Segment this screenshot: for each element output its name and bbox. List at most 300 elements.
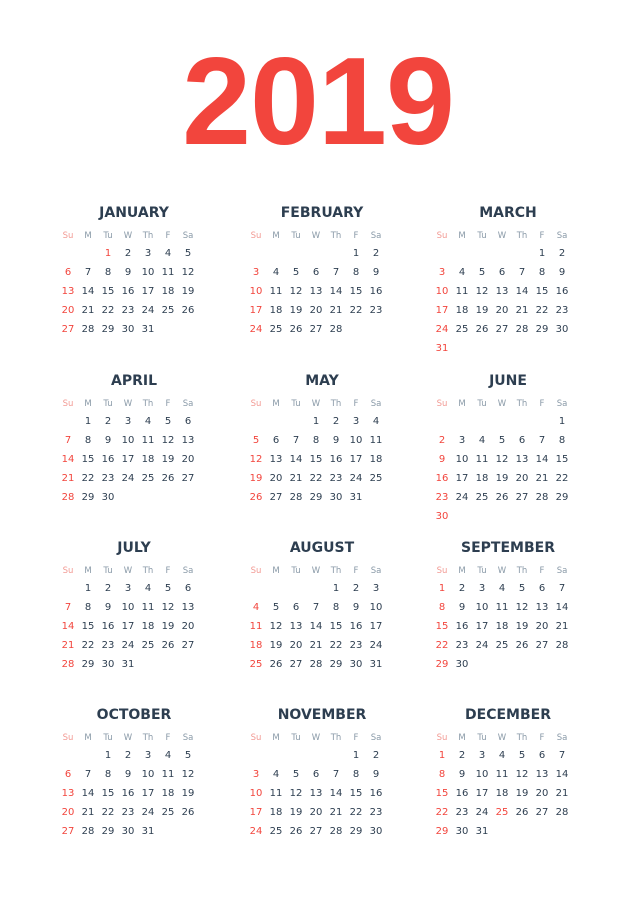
weekday-label: W <box>497 733 507 743</box>
day-cell: 13 <box>289 621 303 632</box>
day-cell: 17 <box>369 621 383 632</box>
weekday-label: M <box>458 399 466 409</box>
month-name: MARCH <box>479 205 537 221</box>
weekday-label: Tu <box>477 231 487 241</box>
empty-cell <box>452 244 472 263</box>
day-cell: 29 <box>329 659 343 670</box>
day-cell: 19 <box>161 454 175 465</box>
day-cell: 12 <box>475 286 489 297</box>
day-cell: 8 <box>538 267 546 278</box>
empty-cell <box>246 746 266 765</box>
day-cell: 26 <box>289 826 303 837</box>
day-cell: 15 <box>435 621 449 632</box>
empty-cell <box>58 412 78 431</box>
day-cell: 23 <box>455 640 469 651</box>
month-august <box>246 537 392 674</box>
day-cell: 11 <box>495 769 509 780</box>
day-cell: 2 <box>332 416 340 427</box>
day-cell: 11 <box>269 788 283 799</box>
day-cell: 27 <box>535 640 549 651</box>
day-cell: 9 <box>124 769 132 780</box>
day-cell: 1 <box>352 248 360 259</box>
day-cell: 6 <box>272 435 280 446</box>
day-cell: 13 <box>181 602 195 613</box>
day-cell: 30 <box>455 659 469 670</box>
weekday-label: Sa <box>556 231 568 241</box>
day-cell: 7 <box>332 267 340 278</box>
empty-cell <box>532 412 552 431</box>
day-cell: 21 <box>555 621 569 632</box>
day-cell: 18 <box>141 621 155 632</box>
day-cell: 14 <box>329 788 343 799</box>
day-cell: 9 <box>372 769 380 780</box>
day-cell: 24 <box>249 826 263 837</box>
weekday-label: Th <box>330 399 342 409</box>
day-cell: 27 <box>61 826 75 837</box>
day-cell: 13 <box>61 788 75 799</box>
day-cell: 23 <box>121 305 135 316</box>
day-cell: 25 <box>495 640 509 651</box>
day-cell: 11 <box>161 769 175 780</box>
day-cell: 26 <box>515 640 529 651</box>
empty-cell <box>286 579 306 598</box>
day-cell: 16 <box>369 788 383 799</box>
day-cell: 28 <box>329 826 343 837</box>
day-cell: 21 <box>81 305 95 316</box>
weekday-label: Su <box>436 231 448 241</box>
day-cell: 30 <box>329 492 343 503</box>
day-cell: 28 <box>555 640 569 651</box>
day-cell: 15 <box>349 788 363 799</box>
day-cell: 12 <box>161 435 175 446</box>
day-cell: 7 <box>84 769 92 780</box>
day-cell: 22 <box>349 807 363 818</box>
day-cell: 19 <box>515 788 529 799</box>
month-name: APRIL <box>110 373 157 389</box>
day-cell: 23 <box>101 473 115 484</box>
day-cell: 16 <box>555 286 569 297</box>
weekday-label: Sa <box>182 566 194 576</box>
month-name: AUGUST <box>289 540 355 556</box>
day-cell: 7 <box>292 435 300 446</box>
day-cell: 2 <box>352 583 360 594</box>
day-cell: 8 <box>104 769 112 780</box>
day-cell: 13 <box>535 769 549 780</box>
day-cell: 16 <box>455 788 469 799</box>
day-cell: 9 <box>104 602 112 613</box>
empty-cell <box>78 746 98 765</box>
weekday-label: Su <box>436 399 448 409</box>
weekday-label: W <box>497 399 507 409</box>
day-cell: 14 <box>555 769 569 780</box>
day-cell: 1 <box>332 583 340 594</box>
day-cell: 17 <box>141 286 155 297</box>
empty-cell <box>306 244 326 263</box>
day-cell: 14 <box>61 454 75 465</box>
weekday-label: Th <box>330 231 342 241</box>
empty-cell <box>266 746 286 765</box>
day-cell: 18 <box>475 473 489 484</box>
weekday-label: W <box>311 566 321 576</box>
day-cell: 24 <box>475 807 489 818</box>
day-cell: 11 <box>269 286 283 297</box>
day-cell: 5 <box>164 583 172 594</box>
weekday-label: W <box>123 733 133 743</box>
day-cell: 11 <box>455 286 469 297</box>
weekday-label: Tu <box>291 231 301 241</box>
day-cell: 7 <box>518 267 526 278</box>
day-cell: 17 <box>121 621 135 632</box>
month-table <box>432 228 572 358</box>
day-cell: 6 <box>538 750 546 761</box>
day-cell: 27 <box>269 492 283 503</box>
day-cell: 16 <box>455 621 469 632</box>
day-cell: 31 <box>349 492 363 503</box>
day-cell: 22 <box>535 305 549 316</box>
day-cell: 18 <box>495 621 509 632</box>
day-cell: 18 <box>369 454 383 465</box>
day-cell: 27 <box>309 324 323 335</box>
day-cell: 7 <box>64 602 72 613</box>
day-cell: 11 <box>475 454 489 465</box>
empty-cell <box>266 244 286 263</box>
day-cell: 4 <box>372 416 380 427</box>
weekday-label: Sa <box>370 733 382 743</box>
day-cell: 20 <box>515 473 529 484</box>
day-cell: 17 <box>455 473 469 484</box>
day-cell: 30 <box>121 324 135 335</box>
day-cell: 6 <box>184 416 192 427</box>
day-cell: 20 <box>181 621 195 632</box>
day-cell: 19 <box>289 305 303 316</box>
month-may <box>246 370 392 507</box>
day-cell: 25 <box>455 324 469 335</box>
empty-cell <box>492 412 512 431</box>
day-cell: 9 <box>124 267 132 278</box>
day-cell: 10 <box>249 788 263 799</box>
day-cell: 13 <box>309 788 323 799</box>
day-cell: 10 <box>141 769 155 780</box>
weekday-label: Su <box>250 733 262 743</box>
day-cell: 17 <box>435 305 449 316</box>
empty-cell <box>326 746 346 765</box>
day-cell: 25 <box>269 826 283 837</box>
weekday-label: Sa <box>370 566 382 576</box>
day-cell: 2 <box>124 248 132 259</box>
day-cell: 17 <box>121 454 135 465</box>
day-cell: 3 <box>124 416 132 427</box>
weekday-label: F <box>165 733 171 743</box>
day-cell: 5 <box>518 583 526 594</box>
month-name: JUNE <box>489 373 527 389</box>
day-cell: 27 <box>535 807 549 818</box>
day-cell: 29 <box>101 324 115 335</box>
day-cell: 15 <box>81 621 95 632</box>
weekday-label: Th <box>142 231 154 241</box>
day-cell: 8 <box>84 602 92 613</box>
day-cell: 28 <box>61 659 75 670</box>
day-cell: 15 <box>101 788 115 799</box>
day-cell: 20 <box>535 788 549 799</box>
weekday-label: M <box>272 566 280 576</box>
day-cell: 26 <box>269 659 283 670</box>
weekday-label: Su <box>250 566 262 576</box>
weekday-label: Sa <box>182 231 194 241</box>
day-cell: 2 <box>438 435 446 446</box>
weekday-label: Tu <box>477 399 487 409</box>
day-cell: 18 <box>495 788 509 799</box>
day-cell: 14 <box>309 621 323 632</box>
day-cell: 14 <box>329 286 343 297</box>
day-cell: 16 <box>435 473 449 484</box>
weekday-label: Su <box>62 399 74 409</box>
day-cell: 4 <box>498 750 506 761</box>
day-cell: 5 <box>272 602 280 613</box>
empty-cell <box>78 244 98 263</box>
day-cell: 7 <box>332 769 340 780</box>
day-cell: 10 <box>121 435 135 446</box>
day-cell: 20 <box>61 305 75 316</box>
day-cell: 9 <box>372 267 380 278</box>
empty-cell <box>246 412 266 431</box>
day-cell: 12 <box>289 788 303 799</box>
day-cell: 26 <box>515 807 529 818</box>
day-cell: 23 <box>555 305 569 316</box>
day-cell: 23 <box>349 640 363 651</box>
weekday-label: M <box>272 399 280 409</box>
day-cell: 4 <box>144 416 152 427</box>
day-cell: 20 <box>61 807 75 818</box>
day-cell: 15 <box>81 454 95 465</box>
day-cell: 4 <box>144 583 152 594</box>
month-name: JULY <box>117 540 151 556</box>
empty-cell <box>286 746 306 765</box>
day-cell: 10 <box>475 602 489 613</box>
empty-cell <box>58 579 78 598</box>
day-cell: 1 <box>104 248 112 259</box>
day-cell: 14 <box>81 286 95 297</box>
day-cell: 3 <box>252 267 260 278</box>
day-cell: 17 <box>249 305 263 316</box>
weekday-label: F <box>353 733 359 743</box>
day-cell: 31 <box>121 659 135 670</box>
day-cell: 3 <box>458 435 466 446</box>
day-cell: 22 <box>435 807 449 818</box>
day-cell: 22 <box>329 640 343 651</box>
weekday-label: Th <box>142 733 154 743</box>
day-cell: 15 <box>349 286 363 297</box>
day-cell: 25 <box>161 807 175 818</box>
day-cell: 27 <box>181 473 195 484</box>
day-cell: 16 <box>121 788 135 799</box>
day-cell: 25 <box>475 492 489 503</box>
day-cell: 10 <box>349 435 363 446</box>
day-cell: 11 <box>161 267 175 278</box>
day-cell: 7 <box>558 583 566 594</box>
empty-cell <box>266 412 286 431</box>
empty-cell <box>246 579 266 598</box>
weekday-label: Tu <box>477 566 487 576</box>
day-cell: 8 <box>558 435 566 446</box>
empty-cell <box>286 244 306 263</box>
day-cell: 15 <box>555 454 569 465</box>
weekday-label: Tu <box>291 566 301 576</box>
day-cell: 4 <box>272 769 280 780</box>
day-cell: 26 <box>161 473 175 484</box>
day-cell: 14 <box>535 454 549 465</box>
empty-cell <box>326 244 346 263</box>
day-cell: 10 <box>121 602 135 613</box>
day-cell: 26 <box>249 492 263 503</box>
day-cell: 5 <box>184 750 192 761</box>
weekday-label: Tu <box>103 231 113 241</box>
day-cell: 22 <box>81 473 95 484</box>
day-cell: 14 <box>555 602 569 613</box>
day-cell: 22 <box>555 473 569 484</box>
day-cell: 29 <box>435 826 449 837</box>
month-december <box>432 704 578 841</box>
day-cell: 1 <box>84 583 92 594</box>
day-cell: 23 <box>435 492 449 503</box>
day-cell: 15 <box>101 286 115 297</box>
day-cell: 28 <box>309 659 323 670</box>
month-march <box>432 202 578 358</box>
day-cell: 11 <box>249 621 263 632</box>
day-cell: 19 <box>249 473 263 484</box>
day-cell: 24 <box>369 640 383 651</box>
month-table <box>58 396 198 507</box>
empty-cell <box>492 244 512 263</box>
day-cell: 27 <box>515 492 529 503</box>
day-cell: 19 <box>495 473 509 484</box>
day-cell: 29 <box>81 659 95 670</box>
day-cell: 16 <box>121 286 135 297</box>
day-cell: 13 <box>269 454 283 465</box>
weekday-label: Th <box>516 733 528 743</box>
empty-cell <box>472 244 492 263</box>
weekday-label: W <box>123 399 133 409</box>
day-cell: 8 <box>352 267 360 278</box>
month-name: JANUARY <box>99 205 169 221</box>
day-cell: 20 <box>181 454 195 465</box>
day-cell: 6 <box>64 267 72 278</box>
day-cell: 21 <box>61 473 75 484</box>
day-cell: 8 <box>84 435 92 446</box>
day-cell: 13 <box>535 602 549 613</box>
month-july <box>58 537 204 674</box>
day-cell: 30 <box>455 826 469 837</box>
weekday-label: Sa <box>182 733 194 743</box>
day-cell: 23 <box>369 305 383 316</box>
weekday-label: Th <box>330 733 342 743</box>
day-cell: 6 <box>538 583 546 594</box>
weekday-label: Sa <box>556 399 568 409</box>
day-cell: 2 <box>372 750 380 761</box>
day-cell: 21 <box>515 305 529 316</box>
day-cell: 9 <box>352 602 360 613</box>
day-cell: 5 <box>164 416 172 427</box>
day-cell: 25 <box>161 305 175 316</box>
weekday-label: W <box>123 566 133 576</box>
day-cell: 18 <box>269 305 283 316</box>
day-cell: 10 <box>141 267 155 278</box>
day-cell: 5 <box>252 435 260 446</box>
day-cell: 8 <box>312 435 320 446</box>
day-cell: 1 <box>352 750 360 761</box>
month-february <box>246 202 392 339</box>
day-cell: 24 <box>475 640 489 651</box>
weekday-label: W <box>311 399 321 409</box>
day-cell: 29 <box>535 324 549 335</box>
day-cell: 25 <box>249 659 263 670</box>
day-cell: 29 <box>435 659 449 670</box>
month-name: DECEMBER <box>465 707 551 723</box>
day-cell: 23 <box>121 807 135 818</box>
weekday-label: Tu <box>477 733 487 743</box>
day-cell: 6 <box>64 769 72 780</box>
empty-cell <box>58 746 78 765</box>
weekday-label: M <box>84 399 92 409</box>
month-name: SEPTEMBER <box>461 540 555 556</box>
month-table <box>58 563 198 674</box>
day-cell: 6 <box>518 435 526 446</box>
day-cell: 9 <box>332 435 340 446</box>
weekday-label: Tu <box>291 733 301 743</box>
weekday-label: M <box>458 566 466 576</box>
day-cell: 31 <box>369 659 383 670</box>
day-cell: 25 <box>369 473 383 484</box>
empty-cell <box>266 579 286 598</box>
day-cell: 28 <box>515 324 529 335</box>
day-cell: 1 <box>558 416 566 427</box>
day-cell: 26 <box>161 640 175 651</box>
day-cell: 12 <box>269 621 283 632</box>
day-cell: 31 <box>141 826 155 837</box>
day-cell: 8 <box>438 769 446 780</box>
day-cell: 18 <box>141 454 155 465</box>
day-cell: 5 <box>292 267 300 278</box>
day-cell: 4 <box>164 248 172 259</box>
day-cell: 29 <box>349 826 363 837</box>
month-table <box>246 563 386 674</box>
day-cell: 28 <box>81 324 95 335</box>
day-cell: 3 <box>478 750 486 761</box>
day-cell: 9 <box>438 454 446 465</box>
month-june <box>432 370 578 526</box>
day-cell: 5 <box>518 750 526 761</box>
month-name: MAY <box>305 373 339 389</box>
day-cell: 19 <box>289 807 303 818</box>
day-cell: 8 <box>438 602 446 613</box>
day-cell: 6 <box>312 267 320 278</box>
weekday-label: M <box>458 231 466 241</box>
weekday-label: F <box>165 566 171 576</box>
day-cell: 4 <box>272 267 280 278</box>
day-cell: 12 <box>289 286 303 297</box>
day-cell: 30 <box>435 511 449 522</box>
day-cell: 19 <box>515 621 529 632</box>
day-cell: 24 <box>435 324 449 335</box>
day-cell: 22 <box>349 305 363 316</box>
day-cell: 4 <box>458 267 466 278</box>
day-cell: 25 <box>141 640 155 651</box>
day-cell: 1 <box>84 416 92 427</box>
day-cell: 20 <box>495 305 509 316</box>
day-cell: 27 <box>61 324 75 335</box>
day-cell: 22 <box>101 305 115 316</box>
weekday-label: Sa <box>556 733 568 743</box>
day-cell: 15 <box>329 621 343 632</box>
